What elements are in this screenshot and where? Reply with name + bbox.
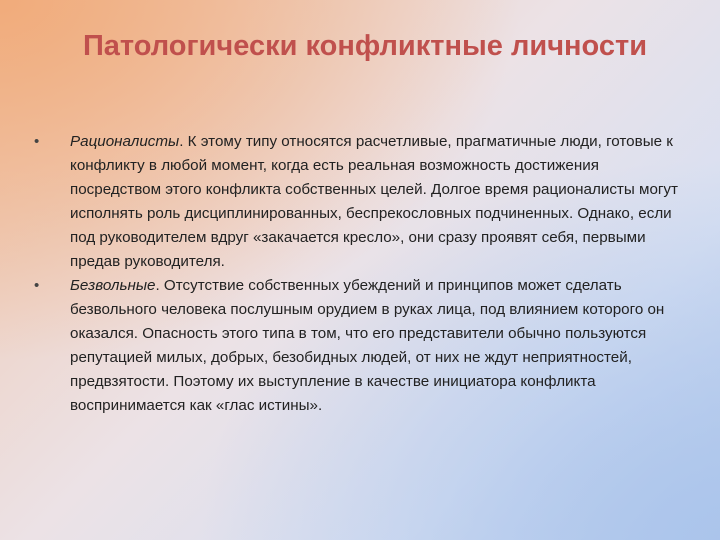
bullet-icon: • [34, 277, 40, 294]
bullet-icon: • [34, 133, 40, 150]
bullet-term: Рационалисты [70, 133, 180, 150]
bullet-item-spineless [34, 274, 694, 418]
bullet-term: Безвольные [70, 277, 156, 294]
bullet-text: . К этому типу относятся расчетливые, прагматичные люди, готовые к конфликту в любой момент, когда есть реальная возможность достижения посредством этого конфликта собственных целей. Долгое время рационалисты могут исполнять роль дисциплинированных, беспрекословных подчиненных. Однако, если под руководителем вдруг «закачается кресло», они сразу проявят себя, первыми предав руководителя. [70, 133, 678, 270]
bullet-item-rationalists [34, 130, 694, 274]
slide-title: Патологически конфликтные личности [82, 30, 648, 62]
bullet-list [34, 130, 694, 418]
bullet-text: . Отсутствие собственных убеждений и принципов может сделать безвольного человека послушным орудием в руках лица, под влиянием которого он оказался. Опасность этого типа в том, что его представители обычно пользуются репутацией милых, добрых, безобидных людей, от них не ждут неприятностей, предвзятости. Поэтому их выступление в качестве инициатора конфликта воспринимается как «глас истины». [70, 277, 665, 414]
